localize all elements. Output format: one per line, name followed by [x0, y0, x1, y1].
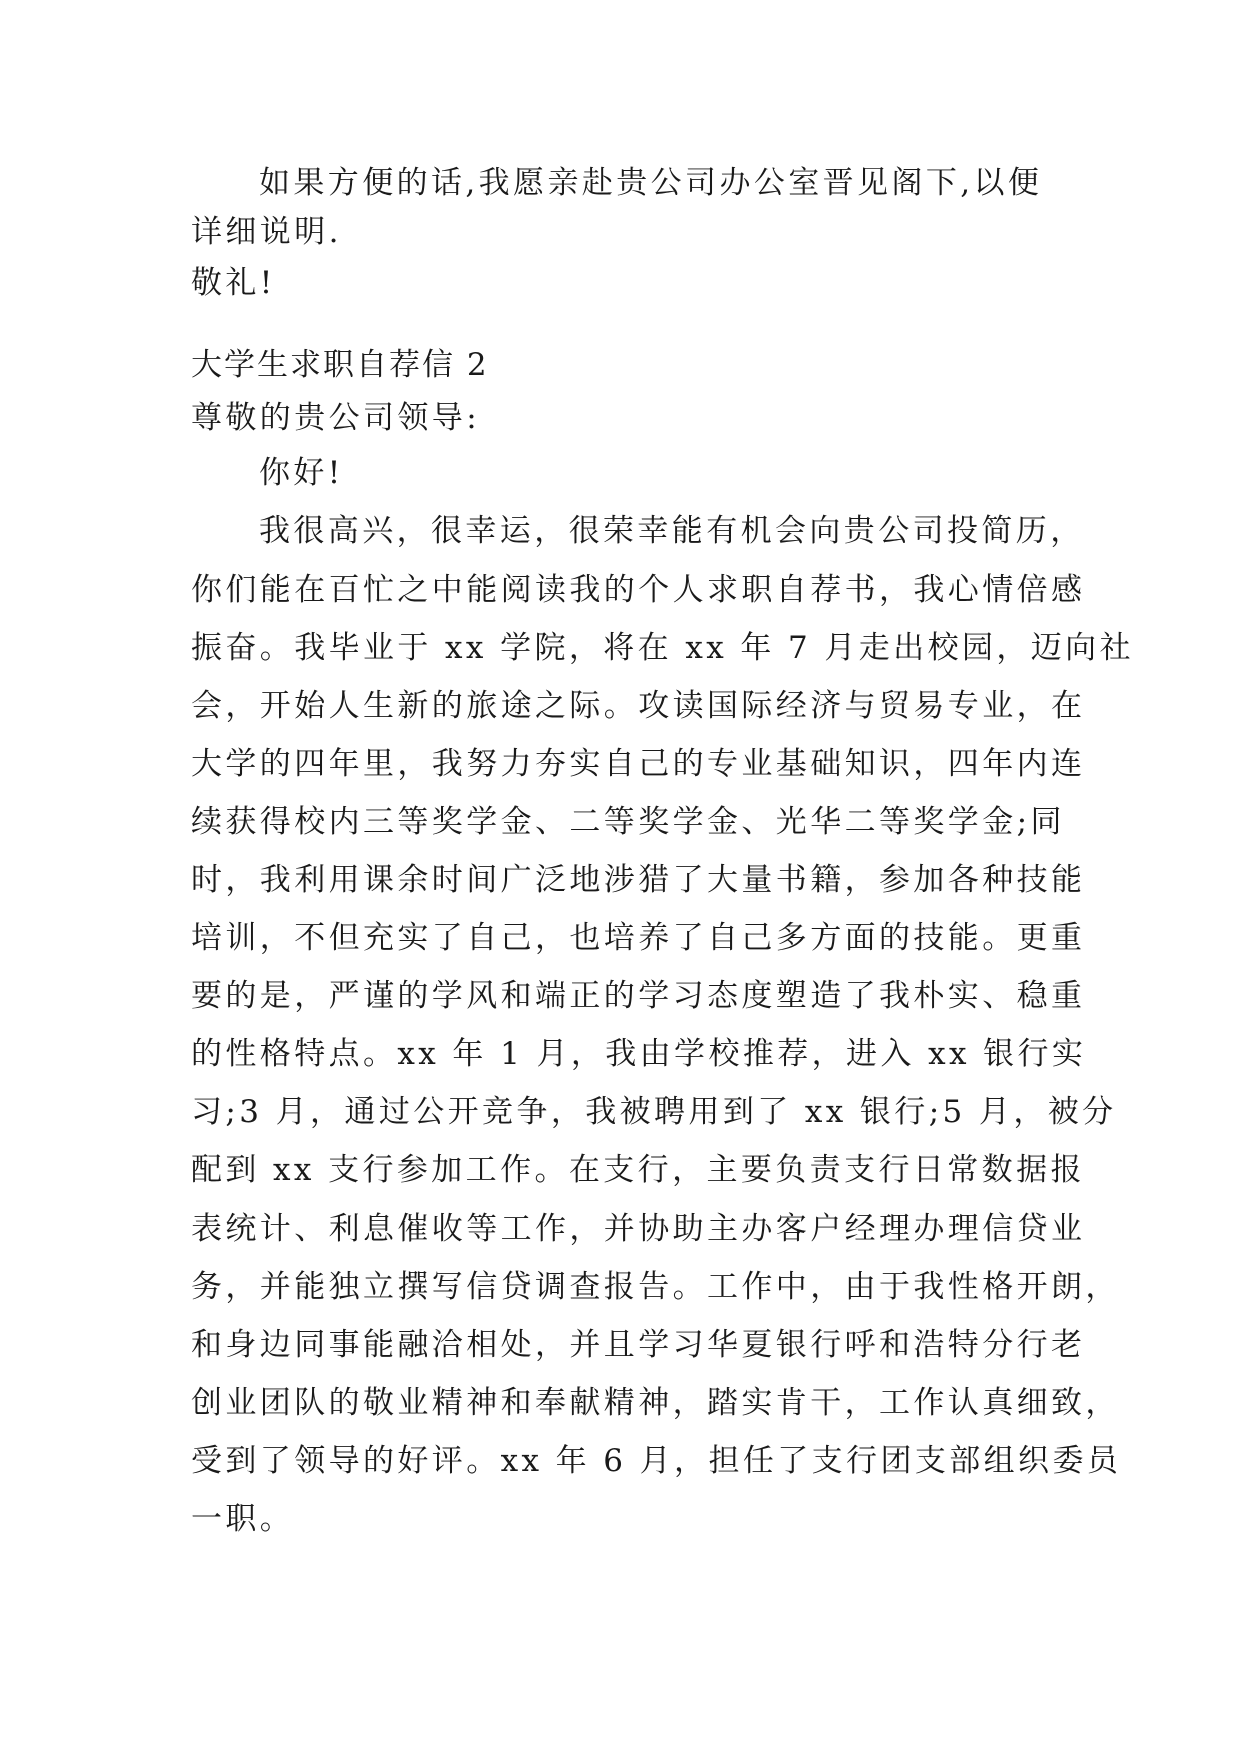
- intro-line: 详细说明.: [191, 214, 342, 250]
- body-line: 表统计、利息催收等工作，并协助主办客户经理办理信贷业: [191, 1211, 1086, 1247]
- body-line: 大学的四年里，我努力夯实自己的专业基础知识，四年内连: [191, 746, 1086, 782]
- body-line: 续获得校内三等奖学金、二等奖学金、光华二等奖学金;同: [191, 804, 1065, 840]
- body-line: 我很高兴，很幸运，很荣幸能有机会向贵公司投简历，: [259, 513, 1085, 549]
- body-line: 和身边同事能融洽相处，并且学习华夏银行呼和浩特分行老: [191, 1327, 1086, 1363]
- body-line: 务，并能独立撰写信贷调查报告。工作中，由于我性格开朗，: [191, 1269, 1120, 1305]
- body-line: 创业团队的敬业精神和奉献精神，踏实肯干，工作认真细致，: [191, 1385, 1120, 1421]
- intro-line: 如果方便的话,我愿亲赴贵公司办公室晋见阁下,以便: [259, 165, 1043, 201]
- letter-title: 大学生求职自荐信 2: [191, 347, 489, 383]
- body-line: 培训，不但充实了自己，也培养了自己多方面的技能。更重: [191, 920, 1086, 956]
- body-line: 时，我利用课余时间广泛地涉猎了大量书籍，参加各种技能: [191, 862, 1086, 898]
- closing-text: 敬礼!: [191, 265, 276, 301]
- body-line: 你们能在百忙之中能阅读我的个人求职自荐书，我心情倍感: [191, 572, 1086, 608]
- greeting: 你好!: [259, 455, 344, 491]
- body-line: 要的是，严谨的学风和端正的学习态度塑造了我朴实、稳重: [191, 978, 1086, 1014]
- body-line: 的性格特点。xx 年 1 月，我由学校推荐，进入 xx 银行实: [191, 1036, 1087, 1072]
- body-line: 习;3 月，通过公开竞争，我被聘用到了 xx 银行;5 月，被分: [191, 1094, 1117, 1130]
- body-line: 会，开始人生新的旅途之际。攻读国际经济与贸易专业，在: [191, 688, 1086, 724]
- body-line: 振奋。我毕业于 xx 学院，将在 xx 年 7 月走出校园，迈向社: [191, 630, 1134, 666]
- salutation: 尊敬的贵公司领导:: [191, 400, 481, 436]
- body-line: 受到了领导的好评。xx 年 6 月，担任了支行团支部组织委员: [191, 1443, 1122, 1479]
- body-line: 一职。: [191, 1501, 295, 1537]
- body-line: 配到 xx 支行参加工作。在支行，主要负责支行日常数据报: [191, 1152, 1085, 1188]
